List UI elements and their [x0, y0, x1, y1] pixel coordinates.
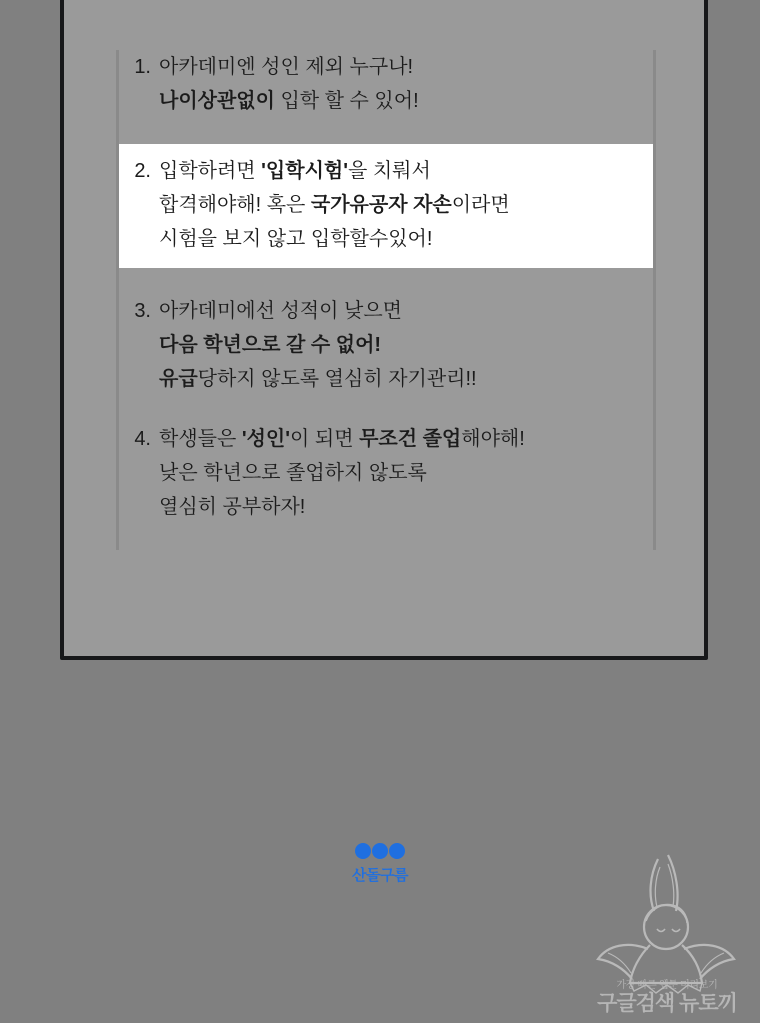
rule-emphasis: 나이상관없이	[159, 90, 275, 112]
rule-number: 3.	[134, 300, 151, 322]
rule-span: 이라면	[451, 194, 510, 216]
rule-line	[159, 362, 641, 396]
rule-text	[159, 50, 641, 118]
rule-line	[159, 456, 641, 490]
rule-line	[159, 84, 641, 118]
sandoll-dot-1	[355, 843, 371, 859]
rule-span: 열심히 공부하자!	[159, 496, 306, 518]
watermark	[584, 841, 750, 1017]
rule-text	[159, 154, 641, 256]
rule-emphasis: '입학시험'	[261, 160, 348, 182]
rule-span: 을 치뤄서	[347, 160, 431, 182]
rule-emphasis: 무조건 졸업	[359, 428, 462, 450]
rule-item	[131, 294, 641, 396]
rule-span: 낮은 학년으로 졸업하지 않도록	[159, 462, 427, 484]
rule-item	[131, 50, 641, 118]
rule-line	[159, 490, 641, 524]
watermark-subtitle: 가장 빠른 웹툰 미리보기	[616, 980, 718, 991]
sandoll-dot-3	[389, 843, 405, 859]
rule-span: 아카데미에선 성적이 낮으면	[159, 300, 402, 322]
rule-emphasis: 유급	[159, 368, 198, 390]
rule-span: 해야해!	[461, 428, 525, 450]
rule-text	[159, 422, 641, 524]
rule-span: 입학 할 수 있어!	[274, 90, 419, 112]
rule-item	[131, 422, 641, 524]
sandoll-dots-icon	[345, 843, 415, 859]
rule-line	[159, 422, 641, 456]
rule-number: 2.	[134, 160, 151, 182]
rule-emphasis: 국가유공자 자손	[310, 194, 452, 216]
rule-span: 입학하려면	[159, 160, 262, 182]
rule-emphasis: '성인'	[241, 428, 290, 450]
rule-span: 이 되면	[290, 428, 360, 450]
watermark-title: 구글검색 뉴토끼	[597, 992, 737, 1015]
rule-span: 합격해야해! 혹은	[159, 194, 311, 216]
sandoll-dot-2	[372, 843, 388, 859]
rule-number: 4.	[134, 428, 151, 450]
rule-line	[159, 222, 641, 256]
watermark-text	[584, 980, 750, 1015]
rule-line	[159, 328, 641, 362]
rule-text	[159, 294, 641, 396]
rule-span: 학생들은	[159, 428, 242, 450]
rule-emphasis: 다음 학년으로 갈 수 없어!	[159, 334, 382, 356]
rule-span: 아카데미엔 성인 제외 누구나!	[159, 56, 414, 78]
rule-line	[159, 294, 641, 328]
rule-span: 당하지 않도록 열심히 자기관리!!	[197, 368, 477, 390]
rule-line	[159, 188, 641, 222]
rule-item	[119, 144, 653, 268]
sandoll-logo	[345, 843, 415, 885]
rule-line	[159, 154, 641, 188]
academy-rules-panel	[60, 0, 708, 660]
rule-number: 1.	[134, 56, 151, 78]
rules-list	[116, 50, 656, 550]
sandoll-label: 산돌구름	[352, 867, 408, 884]
rule-span: 시험을 보지 않고 입학할수있어!	[159, 228, 433, 250]
rule-line	[159, 50, 641, 84]
